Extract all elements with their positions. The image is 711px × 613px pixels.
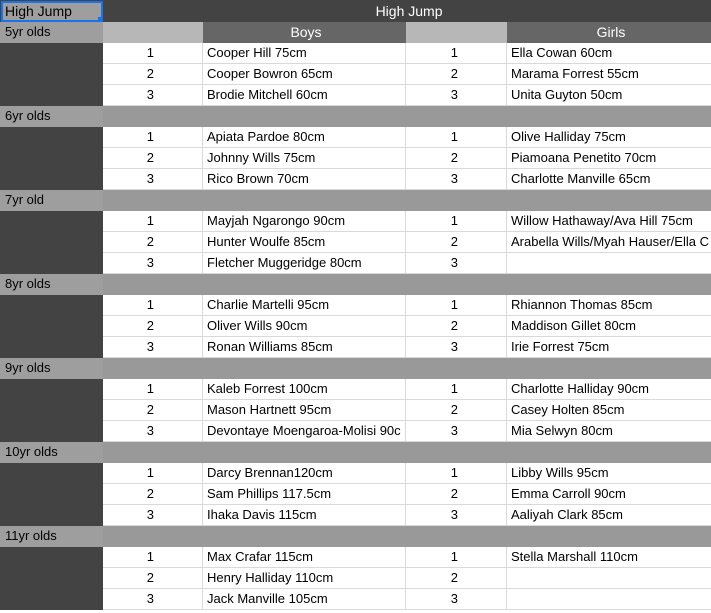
age-group-spacer-cell[interactable] xyxy=(1,232,103,253)
girl-place-cell[interactable]: 2 xyxy=(406,568,507,589)
girl-result-cell[interactable] xyxy=(507,253,711,274)
girl-result-cell[interactable]: Casey Holten 85cm xyxy=(507,400,711,421)
table-row xyxy=(1,64,711,85)
band-cell[interactable] xyxy=(103,358,711,379)
boy-result-cell[interactable]: Charlie Martelli 95cm xyxy=(203,295,406,316)
boy-place-cell[interactable]: 2 xyxy=(103,568,203,589)
table-row xyxy=(1,232,711,253)
girl-place-cell[interactable]: 1 xyxy=(406,547,507,568)
table-row xyxy=(1,211,711,232)
band-cell[interactable] xyxy=(103,274,711,295)
boy-result-cell[interactable]: Sam Phillips 117.5cm xyxy=(203,484,406,505)
age-group-row xyxy=(1,526,711,547)
table-row xyxy=(1,484,711,505)
table-row xyxy=(1,400,711,421)
girl-place-cell[interactable]: 1 xyxy=(406,379,507,400)
age-group-spacer-cell[interactable] xyxy=(1,253,103,274)
boy-place-cell[interactable]: 2 xyxy=(103,232,203,253)
age-group-spacer-cell[interactable] xyxy=(1,505,103,526)
boy-result-cell[interactable]: Apiata Pardoe 80cm xyxy=(203,127,406,148)
girl-result-cell[interactable]: Maddison Gillet 80cm xyxy=(507,316,711,337)
table-row xyxy=(1,337,711,358)
age-group-spacer-cell[interactable] xyxy=(1,64,103,85)
girl-place-cell[interactable]: 2 xyxy=(406,484,507,505)
girl-result-cell[interactable]: Stella Marshall 110cm xyxy=(507,547,711,568)
table-row xyxy=(1,547,711,568)
age-group-spacer-cell[interactable] xyxy=(1,316,103,337)
age-group-label[interactable]: 7yr old xyxy=(1,190,103,211)
boy-place-cell[interactable]: 2 xyxy=(103,316,203,337)
boy-result-cell[interactable]: Darcy Brennan120cm xyxy=(203,463,406,484)
girl-result-cell[interactable]: Ella Cowan 60cm xyxy=(507,43,711,64)
girl-place-cell[interactable]: 1 xyxy=(406,463,507,484)
table-row xyxy=(1,43,711,64)
table-row xyxy=(1,505,711,526)
table-row xyxy=(1,421,711,442)
girl-place-cell[interactable]: 1 xyxy=(406,295,507,316)
boy-result-cell[interactable]: Jack Manville 105cm xyxy=(203,589,406,610)
boy-place-cell[interactable]: 3 xyxy=(103,589,203,610)
boy-place-cell[interactable]: 1 xyxy=(103,127,203,148)
boy-result-cell[interactable]: Devontaye Moengaroa-Molisi 90c xyxy=(203,421,406,442)
girl-place-cell[interactable]: 3 xyxy=(406,421,507,442)
band-cell[interactable] xyxy=(103,190,711,211)
girl-place-cell[interactable]: 2 xyxy=(406,148,507,169)
girl-result-cell[interactable]: Piamoana Penetito 70cm xyxy=(507,148,711,169)
boy-place-cell[interactable]: 3 xyxy=(103,253,203,274)
selected-cell-a1[interactable]: High Jump xyxy=(1,1,103,22)
girl-place-cell[interactable]: 2 xyxy=(406,232,507,253)
age-group-spacer-cell[interactable] xyxy=(1,295,103,316)
sheet-title[interactable]: High Jump xyxy=(103,1,711,22)
boy-place-cell[interactable]: 3 xyxy=(103,505,203,526)
age-group-label[interactable]: 10yr olds xyxy=(1,442,103,463)
girl-place-cell[interactable]: 3 xyxy=(406,169,507,190)
boy-result-cell[interactable]: Fletcher Muggeridge 80cm xyxy=(203,253,406,274)
age-group-spacer-cell[interactable] xyxy=(1,169,103,190)
band-cell[interactable] xyxy=(103,526,711,547)
boy-result-cell[interactable]: Hunter Woulfe 85cm xyxy=(203,232,406,253)
girl-result-cell[interactable] xyxy=(507,589,711,610)
boy-result-cell[interactable]: Max Crafar 115cm xyxy=(203,547,406,568)
table-row xyxy=(1,463,711,484)
boy-result-cell[interactable]: Ihaka Davis 115cm xyxy=(203,505,406,526)
girl-result-cell[interactable] xyxy=(507,568,711,589)
table-row xyxy=(1,169,711,190)
table-row xyxy=(1,127,711,148)
girl-place-cell[interactable]: 2 xyxy=(406,400,507,421)
girl-result-cell[interactable]: Aaliyah Clark 85cm xyxy=(507,505,711,526)
boy-result-cell[interactable]: Henry Halliday 110cm xyxy=(203,568,406,589)
age-group-spacer-cell[interactable] xyxy=(1,589,103,610)
girl-place-cell[interactable]: 3 xyxy=(406,253,507,274)
boy-place-cell[interactable]: 2 xyxy=(103,64,203,85)
boy-place-cell[interactable]: 2 xyxy=(103,484,203,505)
boy-result-cell[interactable]: Oliver Wills 90cm xyxy=(203,316,406,337)
girl-result-cell[interactable]: Irie Forrest 75cm xyxy=(507,337,711,358)
table-row xyxy=(1,85,711,106)
age-group-spacer-cell[interactable] xyxy=(1,484,103,505)
age-group-label[interactable]: 11yr olds xyxy=(1,526,103,547)
age-group-label[interactable]: 5yr olds xyxy=(1,22,103,43)
age-group-row xyxy=(1,22,711,43)
table-row xyxy=(1,148,711,169)
girl-result-cell[interactable]: Charlotte Manville 65cm xyxy=(507,169,711,190)
boy-place-cell[interactable]: 1 xyxy=(103,43,203,64)
age-group-row xyxy=(1,190,711,211)
boy-result-cell[interactable]: Cooper Hill 75cm xyxy=(203,43,406,64)
age-group-spacer-cell[interactable] xyxy=(1,400,103,421)
girl-result-cell[interactable]: Marama Forrest 55cm xyxy=(507,64,711,85)
age-group-spacer-cell[interactable] xyxy=(1,211,103,232)
girls-header[interactable]: Girls xyxy=(507,22,711,43)
age-group-spacer-cell[interactable] xyxy=(1,43,103,64)
girl-place-cell[interactable]: 2 xyxy=(406,64,507,85)
age-group-spacer-cell[interactable] xyxy=(1,463,103,484)
boy-result-cell[interactable]: Mason Hartnett 95cm xyxy=(203,400,406,421)
age-group-spacer-cell[interactable] xyxy=(1,337,103,358)
age-group-spacer-cell[interactable] xyxy=(1,547,103,568)
age-group-row xyxy=(1,106,711,127)
girl-result-cell[interactable]: Charlotte Halliday 90cm xyxy=(507,379,711,400)
age-group-row xyxy=(1,442,711,463)
boy-place-cell[interactable]: 1 xyxy=(103,379,203,400)
boy-place-cell[interactable]: 1 xyxy=(103,295,203,316)
boys-header[interactable]: Boys xyxy=(203,22,406,43)
band-cell[interactable] xyxy=(103,106,711,127)
girl-place-cell[interactable]: 1 xyxy=(406,211,507,232)
header-blank-cell[interactable] xyxy=(103,22,203,43)
girl-place-cell[interactable]: 1 xyxy=(406,43,507,64)
girl-result-cell[interactable]: Mia Selwyn 80cm xyxy=(507,421,711,442)
age-group-label[interactable]: 8yr olds xyxy=(1,274,103,295)
age-group-label[interactable]: 9yr olds xyxy=(1,358,103,379)
age-group-label[interactable]: 6yr olds xyxy=(1,106,103,127)
age-group-spacer-cell[interactable] xyxy=(1,421,103,442)
boy-place-cell[interactable]: 1 xyxy=(103,463,203,484)
girl-place-cell[interactable]: 2 xyxy=(406,316,507,337)
girl-result-cell[interactable]: Willow Hathaway/Ava Hill 75cm xyxy=(507,211,711,232)
table-row xyxy=(1,253,711,274)
band-cell[interactable] xyxy=(103,442,711,463)
age-group-spacer-cell[interactable] xyxy=(1,379,103,400)
boy-place-cell[interactable]: 1 xyxy=(103,547,203,568)
girl-place-cell[interactable]: 3 xyxy=(406,589,507,610)
girl-result-cell[interactable]: Olive Halliday 75cm xyxy=(507,127,711,148)
age-group-spacer-cell[interactable] xyxy=(1,568,103,589)
boy-result-cell[interactable]: Kaleb Forrest 100cm xyxy=(203,379,406,400)
boy-result-cell[interactable]: Ronan Williams 85cm xyxy=(203,337,406,358)
girl-result-cell[interactable]: Unita Guyton 50cm xyxy=(507,85,711,106)
table-row xyxy=(1,295,711,316)
girl-place-cell[interactable]: 3 xyxy=(406,337,507,358)
girl-result-cell[interactable]: Libby Wills 95cm xyxy=(507,463,711,484)
boy-result-cell[interactable]: Rico Brown 70cm xyxy=(203,169,406,190)
age-group-row xyxy=(1,274,711,295)
age-group-spacer-cell[interactable] xyxy=(1,85,103,106)
boy-place-cell[interactable]: 3 xyxy=(103,85,203,106)
table-row xyxy=(1,589,711,610)
boy-result-cell[interactable]: Cooper Bowron 65cm xyxy=(203,64,406,85)
girl-result-cell[interactable]: Arabella Wills/Myah Hauser/Ella C xyxy=(507,232,711,253)
age-group-spacer-cell[interactable] xyxy=(1,148,103,169)
girl-result-cell[interactable]: Rhiannon Thomas 85cm xyxy=(507,295,711,316)
age-group-row xyxy=(1,358,711,379)
table-row xyxy=(1,316,711,337)
girl-result-cell[interactable]: Emma Carroll 90cm xyxy=(507,484,711,505)
boy-place-cell[interactable]: 3 xyxy=(103,169,203,190)
table-row xyxy=(1,379,711,400)
boy-place-cell[interactable]: 2 xyxy=(103,400,203,421)
girl-place-cell[interactable]: 3 xyxy=(406,85,507,106)
boy-result-cell[interactable]: Brodie Mitchell 60cm xyxy=(203,85,406,106)
boy-result-cell[interactable]: Johnny Wills 75cm xyxy=(203,148,406,169)
table-row xyxy=(1,568,711,589)
girl-place-cell[interactable]: 1 xyxy=(406,127,507,148)
boy-place-cell[interactable]: 1 xyxy=(103,211,203,232)
girl-place-cell[interactable]: 3 xyxy=(406,505,507,526)
boy-place-cell[interactable]: 3 xyxy=(103,337,203,358)
boy-place-cell[interactable]: 3 xyxy=(103,421,203,442)
boy-place-cell[interactable]: 2 xyxy=(103,148,203,169)
title-row xyxy=(1,1,711,22)
age-group-spacer-cell[interactable] xyxy=(1,127,103,148)
header-blank-cell[interactable] xyxy=(406,22,507,43)
boy-result-cell[interactable]: Mayjah Ngarongo 90cm xyxy=(203,211,406,232)
